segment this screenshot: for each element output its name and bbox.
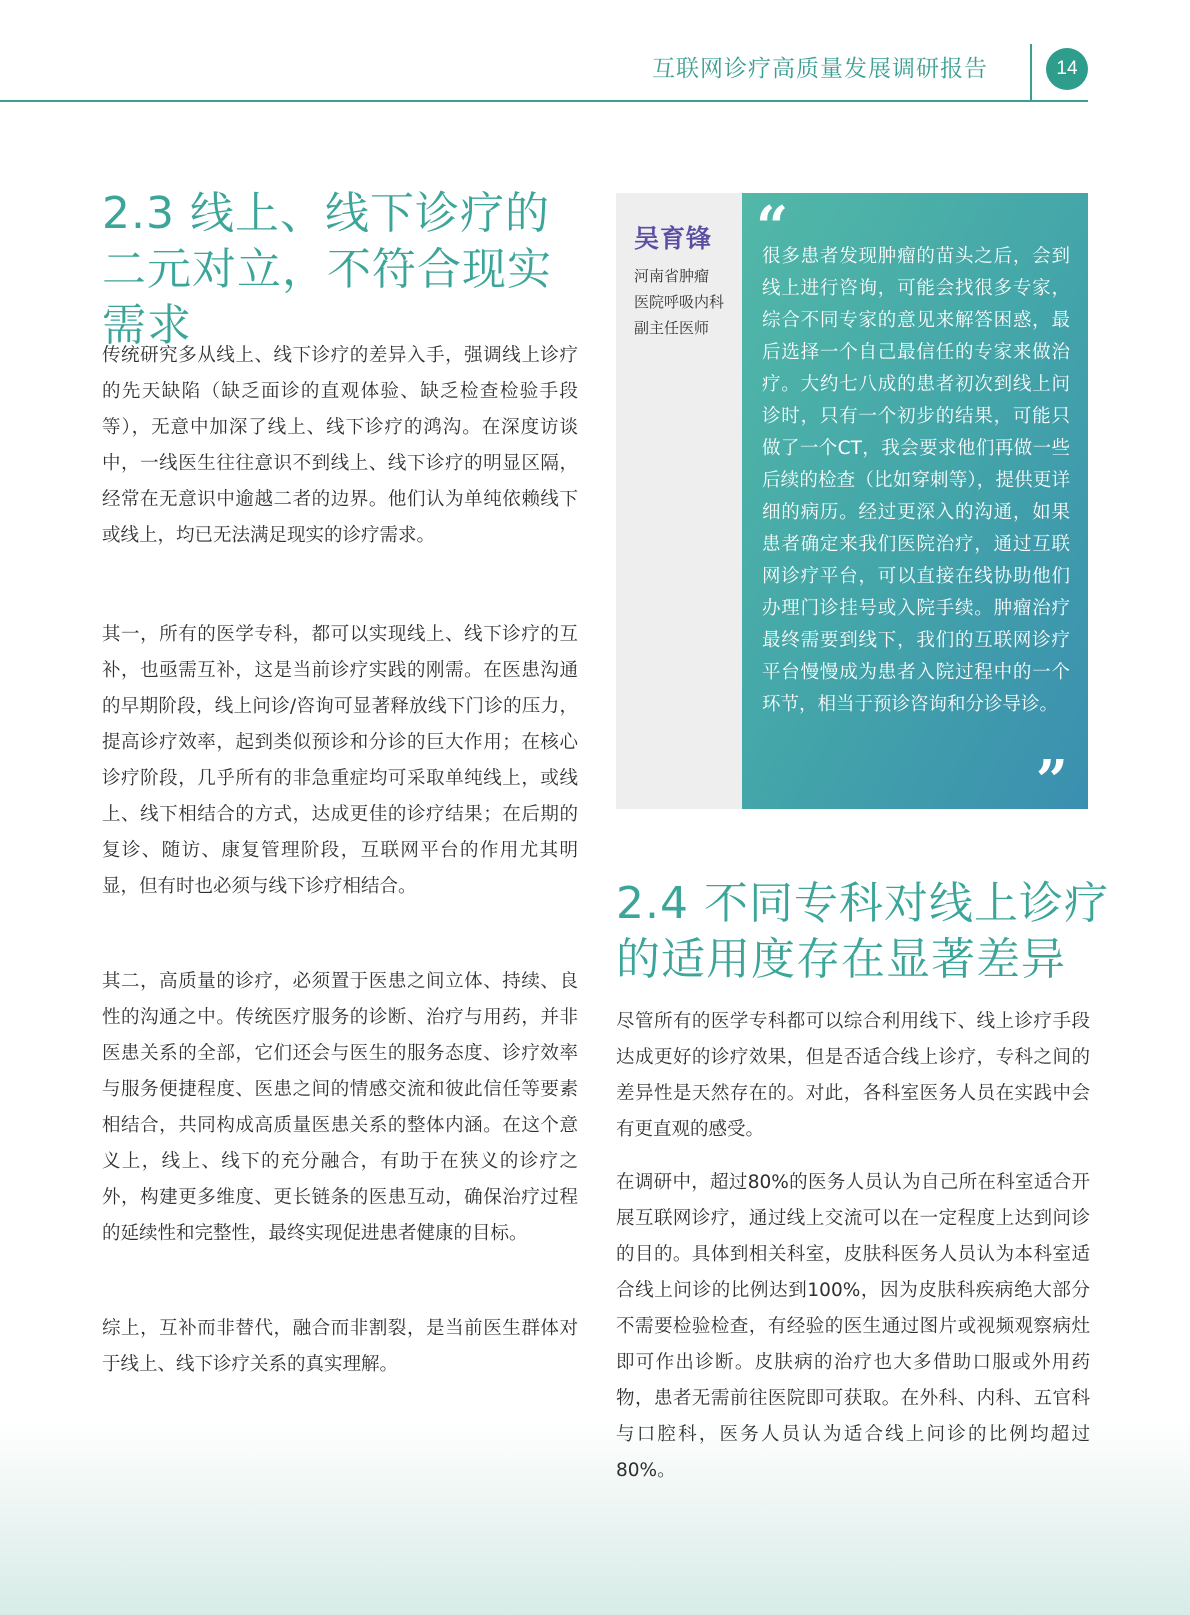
quote-text: 很多患者发现肿瘤的苗头之后，会到线上进行咨询，可能会找很多专家，综合不同专家的意见来解答困惑，最后选择一个自己最信任的专家来做治疗。大约七八成的患者初次到线上问诊时，只有一个初步的结果，可能只做了一个CT，我会要求他们再做一些后续的检查（比如穿刺等），提供更详细的病历。经过更深入的沟通，如果患者确定来我们医院治疗，通过互联网诊疗平台，可以直接在线协助他们办理门诊挂号或入院手续。肿瘤治疗最终需要到线下，我们的互联网诊疗平台慢慢成为患者入院过程中的一个环节，相当于预诊咨询和分诊导诊。 (762, 246, 1070, 715)
section-2-3-paragraph-1: 传统研究多从线上、线下诊疗的差异入手，强调线上诊疗的先天缺陷（缺乏面诊的直观体验、缺乏检查检验手段等），无意中加深了线上、线下诊疗的鸿沟。在深度访谈中，一线医生往往意识不到线上、线下诊疗的明显区隔，经常在无意识中逾越二者的边界。他们认为单纯依赖线下或线上，均已无法满足现实的诊疗需求。 (102, 345, 578, 546)
section-2-3-paragraph-4: 综上，互补而非替代，融合而非割裂，是当前医生群体对于线上、线下诊疗关系的真实理解。 (102, 1318, 578, 1375)
open-quote-icon: “ (756, 194, 789, 260)
expert-name: 吴育锋 (634, 224, 713, 253)
report-title: 互联网诊疗高质量发展调研报告 (652, 56, 988, 82)
header-divider (1030, 44, 1032, 100)
expert-profile (634, 219, 744, 341)
expert-affiliation-line-2: 医院呼吸内科 (634, 293, 725, 311)
expert-affiliation-line-1: 河南省肿瘤 (634, 267, 710, 285)
section-2-3-paragraph-3: 其二，高质量的诊疗，必须置于医患之间立体、持续、良性的沟通之中。传统医疗服务的诊断、治疗与用药，并非医患关系的全部，它们还会与医生的服务态度、诊疗效率与服务便捷程度、医患之间的情感交流和彼此信任等要素相结合，共同构成高质量医患关系的整体内涵。在这个意义上，线上、线下的充分融合，有助于在狭义的诊疗之外，构建更多维度、更长链条的医患互动，确保治疗过程的延续性和完整性，最终实现促进患者健康的目标。 (102, 971, 578, 1244)
page-number-badge: 14 (1046, 48, 1088, 90)
expert-quote-box (616, 193, 1088, 814)
section-2-4-paragraph-2: 在调研中，超过80%的医务人员认为自己所在科室适合开展互联网诊疗，通过线上交流可以在一定程度上达到问诊的目的。具体到相关科室，皮肤科医务人员认为本科室适合线上问诊的比例达到100%，因为皮肤科疾病绝大部分不需要检验检查，有经验的医生通过图片或视频观察病灶即可作出诊断。皮肤病的治疗也大多借助口服或外用药物，患者无需前往医院即可获取。在外科、内科、五官科与口腔科，医务人员认为适合线上问诊的比例均超过80%。 (616, 1172, 1090, 1481)
quote-panel (742, 193, 1088, 814)
header-rule (0, 100, 1088, 102)
section-2-3-paragraph-2: 其一，所有的医学专科，都可以实现线上、线下诊疗的互补，也亟需互补，这是当前诊疗实践的刚需。在医患沟通的早期阶段，线上问诊/咨询可显著释放线下门诊的压力，提高诊疗效率，起到类似预诊和分诊的巨大作用；在核心诊疗阶段，几乎所有的非急重症均可采取单纯线上，或线上、线下相结合的方式，达成更佳的诊疗结果；在后期的复诊、随访、康复管理阶段，互联网平台的作用尤其明显，但有时也必须与线下诊疗相结合。 (102, 624, 578, 897)
section-2-4-title: 2.4 不同专科对线上诊疗的适用度存在显著差异 (616, 878, 1109, 985)
section-2-4-paragraph-1: 尽管所有的医学专科都可以综合利用线下、线上诊疗手段达成更好的诊疗效果，但是否适合线上诊疗，专科之间的差异性是天然存在的。对此，各科室医务人员在实践中会有更直观的感受。 (616, 1011, 1090, 1140)
close-quote-icon: ” (1035, 748, 1068, 814)
expert-affiliation-line-3: 副主任医师 (634, 319, 710, 337)
section-2-3-title: 2.3 线上、线下诊疗的二元对立，不符合现实需求 (102, 188, 552, 351)
